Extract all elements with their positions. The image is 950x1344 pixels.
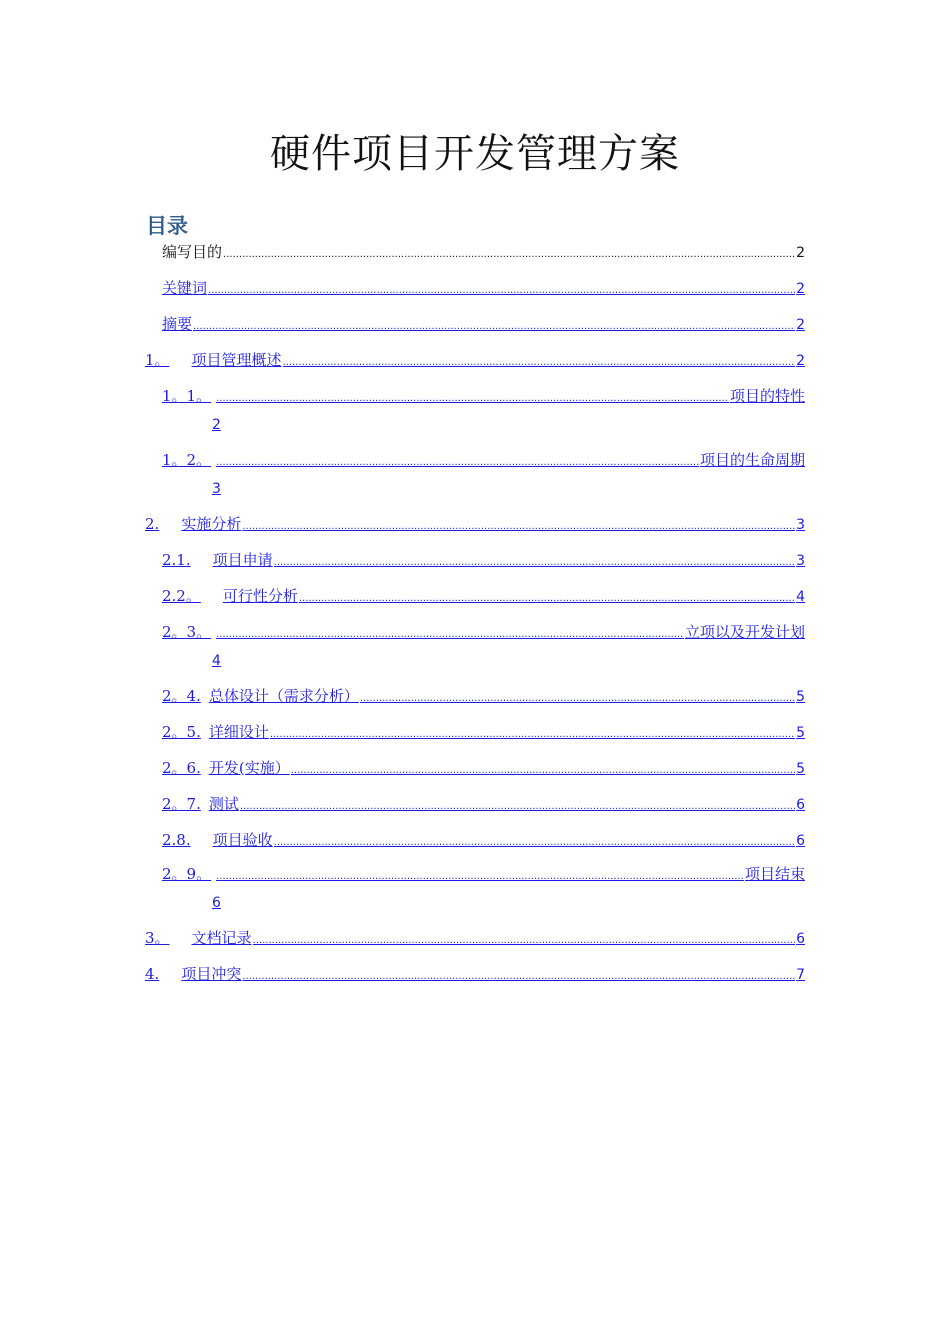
toc-entry-number: 4.: [145, 965, 160, 983]
toc-leader-dots: [291, 757, 795, 785]
toc-entry-page: 3: [796, 553, 805, 569]
toc-entry-text: 项目申请: [212, 551, 273, 569]
toc-entry-page: 5: [796, 725, 805, 741]
toc-entry-keywords[interactable]: [162, 274, 805, 302]
toc-entry-section-2-1[interactable]: [162, 546, 805, 574]
toc-entry-page: 5: [796, 689, 805, 705]
toc-entry-page: 6: [796, 833, 805, 849]
toc-entry-text: 项目冲突: [181, 965, 242, 983]
toc-entry-page: 2: [796, 317, 805, 333]
toc-entry-text: 可行性分析: [222, 587, 298, 605]
toc-leader-dots: [299, 585, 795, 613]
toc-entry-number: 2。9。: [162, 865, 212, 883]
toc-entry-text: 项目验收: [212, 831, 273, 849]
toc-entry-page: 6: [212, 895, 221, 911]
toc-entry-text: 总体设计（需求分析）: [208, 687, 359, 705]
toc-entry-page: 5: [796, 761, 805, 777]
toc-leader-dots: [193, 313, 795, 341]
toc-leader-dots: [216, 449, 699, 477]
toc-entry-number: 2。5.: [162, 723, 201, 741]
toc-entry-number: 2.: [145, 515, 160, 533]
toc-entry-number: 2.1.: [162, 551, 191, 569]
toc-entry-abstract[interactable]: [162, 310, 805, 338]
toc-leader-dots: [274, 829, 795, 857]
toc-entry-text: 详细设计: [208, 723, 269, 741]
toc-entry-text: 项目结束: [744, 865, 805, 883]
toc-entry-number: 1。: [145, 351, 170, 369]
toc-entry-section-1-2[interactable]: [162, 446, 805, 503]
toc-leader-dots: [270, 721, 795, 749]
toc-leader-dots: [360, 685, 795, 713]
toc-entry-section-1[interactable]: [145, 346, 805, 374]
toc-entry-number: 1。2。: [162, 451, 212, 469]
toc-entry-number: 2。6.: [162, 759, 201, 777]
toc-entry-text: 关键词: [162, 279, 208, 297]
toc-entry-section-2-5[interactable]: [162, 718, 805, 746]
toc-leader-dots: [240, 793, 795, 821]
toc-leader-dots: [274, 549, 795, 577]
toc-entry-page: 6: [796, 931, 805, 947]
toc-entry-section-2-2[interactable]: [162, 582, 805, 610]
toc-entry-section-4[interactable]: [145, 960, 805, 988]
toc-entry-text: 实施分析: [181, 515, 242, 533]
toc-entry-page: 2: [796, 245, 805, 261]
toc-entry-text: 项目的特性: [729, 387, 805, 405]
toc-leader-dots: [216, 621, 684, 649]
toc-entry-text: 开发(实施）: [208, 759, 290, 777]
toc-entry-purpose[interactable]: [162, 238, 805, 266]
toc-entry-page: 3: [796, 517, 805, 533]
toc-entry-number: 2。3。: [162, 623, 212, 641]
toc-entry-section-2-6[interactable]: [162, 754, 805, 782]
toc-leader-dots: [223, 241, 795, 269]
toc-leader-dots: [216, 385, 729, 413]
toc-leader-dots: [253, 927, 796, 955]
toc-entry-number: 1。1。: [162, 387, 212, 405]
toc-entry-section-2-9[interactable]: [162, 860, 805, 917]
toc-leader-dots: [242, 963, 795, 991]
toc-leader-dots: [216, 863, 744, 891]
toc-entry-section-2-8[interactable]: [162, 826, 805, 854]
toc-entry-number: 2.2。: [162, 587, 201, 605]
toc-entry-page: 2: [796, 353, 805, 369]
toc-entry-text: 立项以及开发计划: [684, 623, 805, 641]
toc-entry-page: 3: [212, 481, 221, 497]
toc-leader-dots: [283, 349, 796, 377]
toc-entry-section-1-1[interactable]: [162, 382, 805, 439]
toc-entry-text: 测试: [208, 795, 239, 813]
toc-entry-page: 7: [796, 967, 805, 983]
toc-entry-text: 摘要: [162, 315, 193, 333]
toc-leader-dots: [208, 277, 795, 305]
toc-entry-section-2-4[interactable]: [162, 682, 805, 710]
toc-entry-page: 4: [796, 589, 805, 605]
toc-entry-number: 2.8.: [162, 831, 191, 849]
toc-entry-page: 4: [212, 653, 221, 669]
document-title: 硬件项目开发管理方案: [270, 131, 680, 177]
toc-entry-number: 2。7.: [162, 795, 201, 813]
toc-entry-page: 6: [796, 797, 805, 813]
toc-entry-text: 项目的生命周期: [699, 451, 805, 469]
toc-entry-page: 2: [212, 417, 221, 433]
toc-entry-text: 编写目的: [162, 243, 223, 261]
toc-entry-number: 2。4.: [162, 687, 201, 705]
toc-entry-page: 2: [796, 281, 805, 297]
toc-entry-section-2[interactable]: [145, 510, 805, 538]
toc-entry-number: 3。: [145, 929, 170, 947]
toc-entry-text: 文档记录: [191, 929, 252, 947]
toc-entry-section-3[interactable]: [145, 924, 805, 952]
toc-leader-dots: [242, 513, 795, 541]
toc-entry-text: 项目管理概述: [191, 351, 282, 369]
toc-entry-section-2-7[interactable]: [162, 790, 805, 818]
toc-heading: 目录: [146, 214, 188, 238]
toc-entry-section-2-3[interactable]: [162, 618, 805, 675]
